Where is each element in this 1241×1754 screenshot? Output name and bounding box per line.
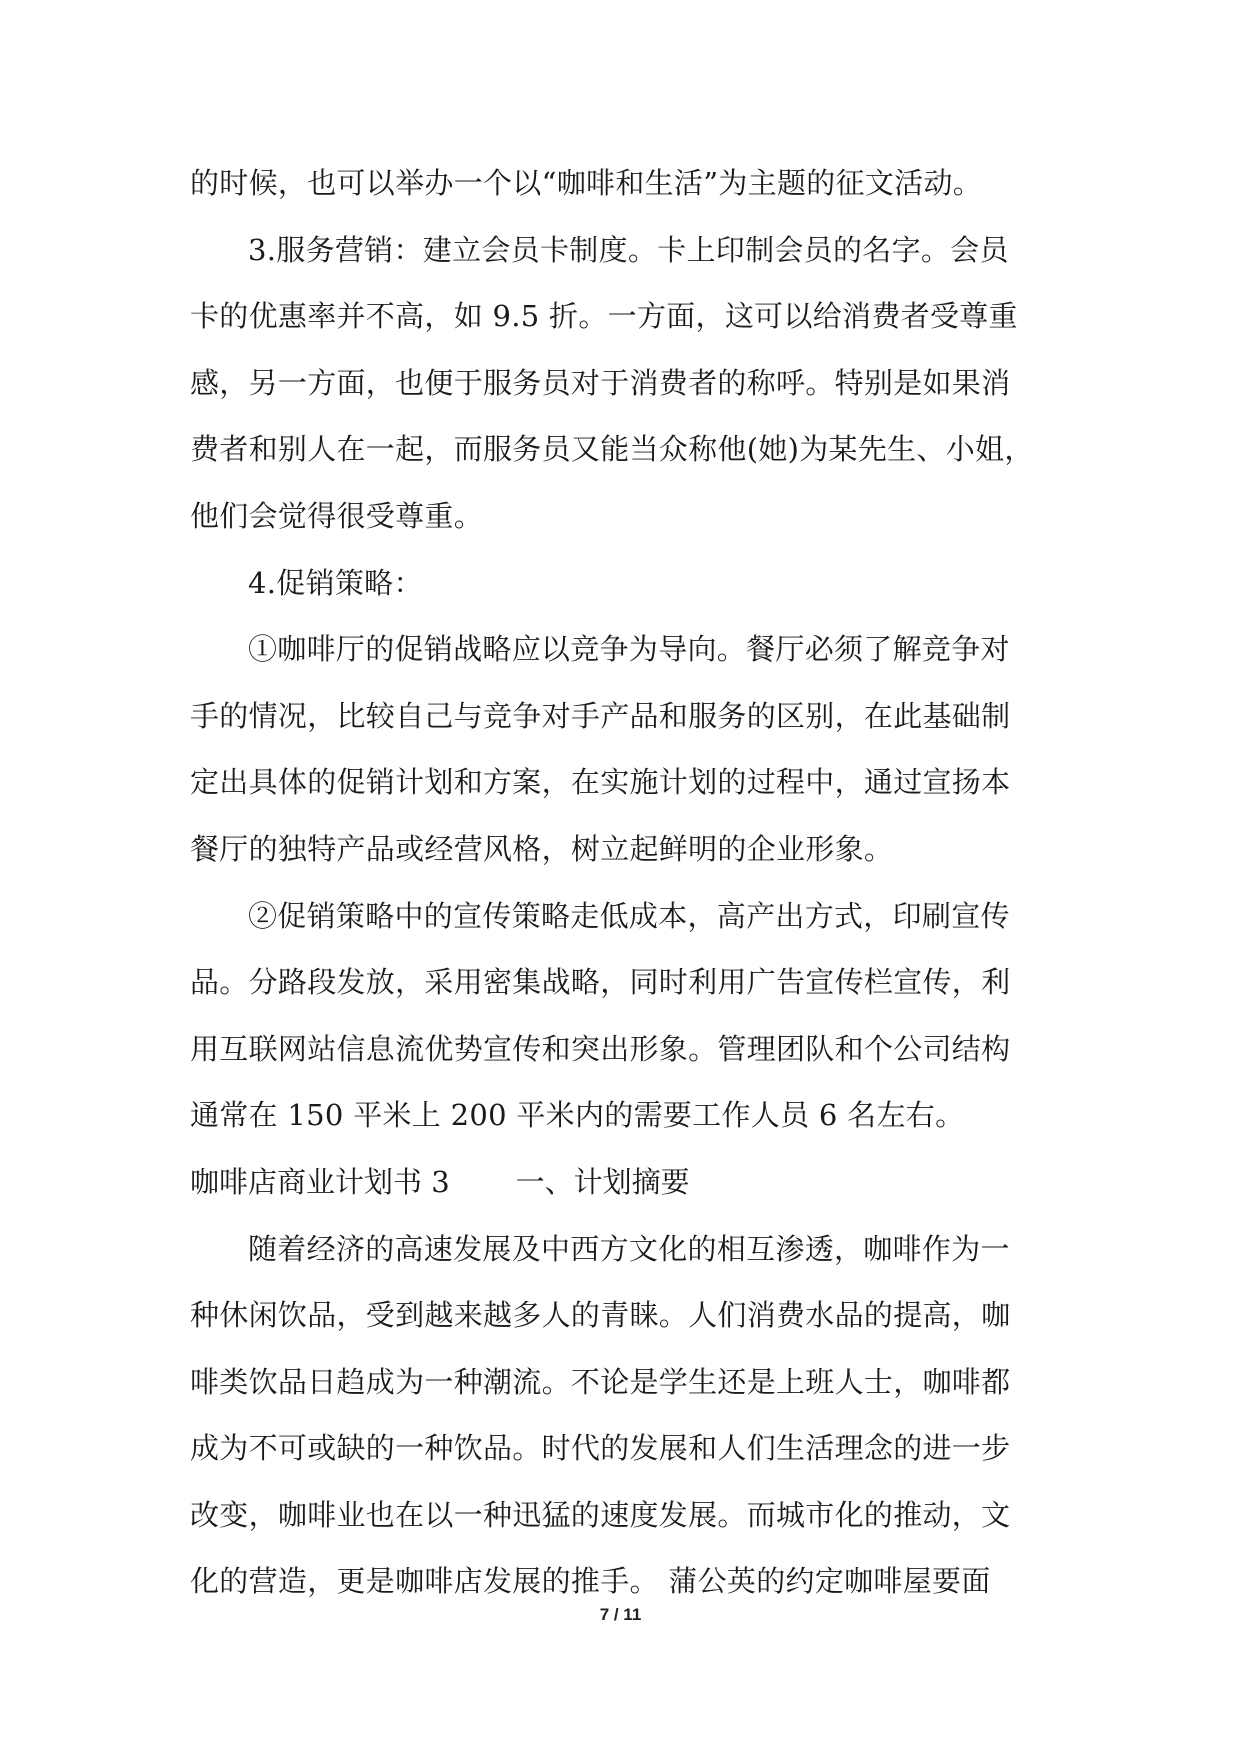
text-line: 种休闲饮品，受到越来越多人的青睐。人们消费水品的提高，咖 bbox=[190, 1298, 1011, 1333]
text-line: 定出具体的促销计划和方案，在实施计划的过程中，通过宣扬本 bbox=[190, 765, 1011, 800]
text-line: 卡的优惠率并不高，如 9.5 折。一方面，这可以给消费者受尊重 bbox=[190, 299, 1018, 334]
page-content bbox=[190, 150, 1052, 1615]
text-line: 啡类饮品日趋成为一种潮流。不论是学生还是上班人士，咖啡都 bbox=[190, 1364, 1011, 1399]
plan-section-title: 一、计划摘要 bbox=[515, 1164, 690, 1199]
text-line: 通常在 150 平米上 200 平米内的需要工作人员 6 名左右。 bbox=[190, 1098, 965, 1133]
text-line: 的时候，也可以举办一个以“咖啡和生活”为主题的征文活动。 bbox=[190, 166, 983, 200]
text-line: ①咖啡厅的促销战略应以竞争为导向。餐厅必须了解竞争对 bbox=[248, 632, 1010, 667]
paragraph-block-1 bbox=[190, 150, 1052, 1149]
section-heading bbox=[190, 1149, 1052, 1216]
text-line: ②促销策略中的宣传策略走低成本，高产出方式，印刷宣传 bbox=[248, 898, 1010, 933]
text-line: 品。分路段发放，采用密集战略，同时利用广告宣传栏宣传，利 bbox=[190, 965, 1011, 1000]
text-line: 3.服务营销：建立会员卡制度。卡上印制会员的名字。会员 bbox=[248, 232, 1009, 267]
text-line: 感，另一方面，也便于服务员对于消费者的称呼。特别是如果消 bbox=[190, 365, 1011, 400]
paragraph-block-2 bbox=[190, 1216, 1052, 1616]
text-line: 餐厅的独特产品或经营风格，树立起鲜明的企业形象。 bbox=[190, 831, 894, 866]
text-line: 用互联网站信息流优势宣传和突出形象。管理团队和个公司结构 bbox=[190, 1031, 1011, 1066]
text-line: 化的营造，更是咖啡店发展的推手。 蒲公英的约定咖啡屋要面 bbox=[190, 1564, 991, 1599]
text-line: 费者和别人在一起，而服务员又能当众称他(她)为某先生、小姐， bbox=[190, 432, 1034, 467]
text-line: 改变，咖啡业也在以一种迅猛的速度发展。而城市化的推动，文 bbox=[190, 1497, 1011, 1532]
text-line: 4.促销策略： bbox=[248, 565, 423, 600]
page-number: 7 / 11 bbox=[599, 1605, 642, 1624]
text-line: 手的情况，比较自己与竞争对手产品和服务的区别，在此基础制 bbox=[190, 698, 1011, 733]
plan-title: 咖啡店商业计划书 3 bbox=[190, 1164, 450, 1199]
text-line: 成为不可或缺的一种饮品。时代的发展和人们生活理念的进一步 bbox=[190, 1431, 1011, 1466]
text-line: 随着经济的高速发展及中西方文化的相互渗透，咖啡作为一 bbox=[248, 1231, 1010, 1266]
text-line: 他们会觉得很受尊重。 bbox=[190, 498, 484, 533]
